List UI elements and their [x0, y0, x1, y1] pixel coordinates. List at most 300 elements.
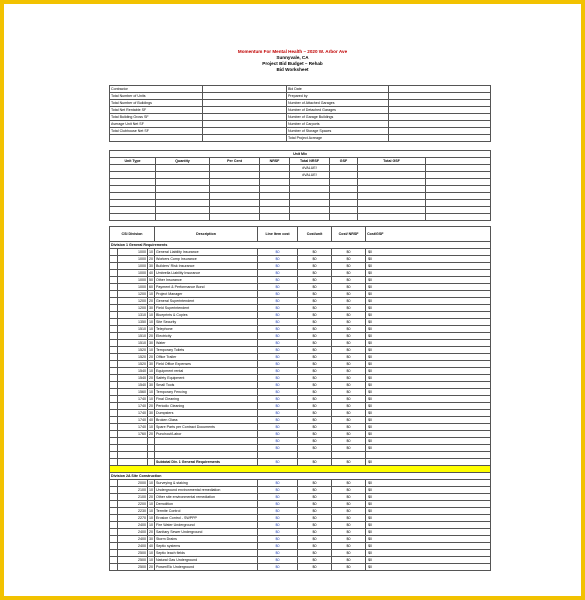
line-item-cost-value: $0 [258, 396, 298, 403]
unit-mix-table [109, 150, 491, 221]
cost-gsf-value: $0 [366, 410, 491, 417]
line-item-cost-value: $0 [258, 284, 298, 291]
line-item-description: Spare Parts per Contract Documents [155, 424, 258, 431]
line-item-cost-value: $0 [258, 340, 298, 347]
cost-unit-value: $0 [298, 543, 332, 550]
line-item-row [110, 256, 491, 263]
cost-gsf-value: $0 [366, 501, 491, 508]
col-nrsf: NRSF [260, 158, 290, 165]
cost-gsf-value: $0 [366, 291, 491, 298]
info-row [110, 128, 491, 135]
blank-row [110, 445, 491, 452]
blank-cell [258, 452, 298, 459]
csi-sub: 20 [149, 299, 154, 303]
unit-mix-cell [330, 214, 358, 221]
info-right-label: Number of Garage Buildings [287, 114, 389, 121]
line-item-row [110, 368, 491, 375]
cost-gsf-value: $0 [366, 361, 491, 368]
csi-sub: 10 [149, 327, 154, 331]
separator-bar [110, 466, 491, 473]
unit-mix-cell [426, 179, 491, 186]
info-left-label: Total Net Rentable SF [110, 107, 203, 114]
cost-nrsf-value: $0 [332, 403, 366, 410]
csi-code: 2230 [118, 508, 148, 515]
blank-cell [118, 445, 148, 452]
line-item-row [110, 564, 491, 571]
cost-nrsf-value: $0 [332, 480, 366, 487]
info-right-value [389, 128, 491, 135]
line-item-cost-value: $0 [258, 424, 298, 431]
csi-sub: 30 [149, 264, 154, 268]
csi-code: 1200 [118, 291, 148, 298]
cost-nrsf-value: $0 [332, 396, 366, 403]
cost-nrsf-value: $0 [332, 312, 366, 319]
csi-code: 1760 [118, 431, 148, 438]
line-item-description: Dumpsters [155, 410, 258, 417]
line-item-row [110, 277, 491, 284]
unit-mix-cell [260, 193, 290, 200]
line-item-description: Water [155, 340, 258, 347]
unit-mix-cell [426, 186, 491, 193]
unit-mix-cell [110, 165, 156, 172]
cost-unit-value: $0 [298, 340, 332, 347]
cost-nrsf-value: $0 [332, 340, 366, 347]
project-info-table [109, 85, 491, 142]
row-spacer [110, 417, 118, 424]
csi-code: 2200 [118, 501, 148, 508]
worksheet-title: Bid Worksheet [276, 67, 309, 72]
info-right-label: Number of Detached Garages [287, 107, 389, 114]
cost-gsf-value: $0 [366, 431, 491, 438]
csi-sub: 10 [149, 390, 154, 394]
unit-mix-cell [290, 200, 330, 207]
line-item-description: Surveying & staking [155, 480, 258, 487]
unit-mix-cell [290, 179, 330, 186]
csi-sub: 10 [149, 250, 154, 254]
csi-sub: 10 [149, 516, 154, 520]
csi-code: 1510 [118, 326, 148, 333]
total-nrsf-value: #VALUE! [290, 165, 330, 172]
col-cost-gsf: Cost/GSF [366, 227, 491, 242]
row-spacer [110, 522, 118, 529]
line-item-description: Site Security [155, 319, 258, 326]
unit-mix-cell [358, 172, 426, 179]
blank-cell [118, 438, 148, 445]
unit-mix-row [110, 179, 491, 186]
unit-mix-cell [426, 200, 491, 207]
csi-sub: 30 [149, 341, 154, 345]
unit-mix-row [110, 207, 491, 214]
blank-row [110, 452, 491, 459]
cost-unit-value: $0 [298, 494, 332, 501]
cost-gsf-value: $0 [366, 417, 491, 424]
col-total-gsf: Total GSF [358, 158, 426, 165]
cost-gsf-value: $0 [366, 263, 491, 270]
cost-unit-value: $0 [298, 270, 332, 277]
line-item-description: Natural Gas Underground [155, 557, 258, 564]
cost-gsf-value: $0 [366, 564, 491, 571]
line-item-cost-value: $0 [258, 494, 298, 501]
cost-nrsf-value: $0 [332, 326, 366, 333]
line-item-description: Project Manager [155, 291, 258, 298]
line-item-description: Office Trailer [155, 354, 258, 361]
subtotal-row [110, 459, 491, 466]
cost-unit-value: $0 [298, 305, 332, 312]
info-left-value [203, 100, 287, 107]
unit-mix-row [110, 165, 491, 172]
line-item-description: Equipment rental [155, 368, 258, 375]
cost-nrsf-value: $0 [332, 354, 366, 361]
line-item-description: Demolition [155, 501, 258, 508]
row-spacer [110, 291, 118, 298]
cost-unit-value: $0 [298, 417, 332, 424]
line-item-row [110, 333, 491, 340]
csi-sub: 60 [149, 285, 154, 289]
blank-cell [366, 452, 491, 459]
cost-nrsf-value: $0 [332, 431, 366, 438]
cost-nrsf-value: $0 [332, 305, 366, 312]
line-item-description: Temporary Fencing [155, 389, 258, 396]
line-item-cost-value: $0 [258, 564, 298, 571]
csi-sub: 20 [149, 376, 154, 380]
csi-sub: 10 [149, 369, 154, 373]
line-item-description: Fire Water Underground [155, 522, 258, 529]
csi-sub: 10 [149, 425, 154, 429]
info-row [110, 121, 491, 128]
cost-unit-value: $0 [298, 508, 332, 515]
line-item-cost-value: $0 [258, 403, 298, 410]
unit-mix-cell [210, 165, 260, 172]
cost-unit-value: $0 [298, 277, 332, 284]
cost-gsf-value: $0 [366, 270, 491, 277]
line-item-description: Electricity [155, 333, 258, 340]
row-spacer [110, 389, 118, 396]
row-spacer [110, 543, 118, 550]
row-spacer [110, 326, 118, 333]
csi-sub: 20 [149, 257, 154, 261]
unit-mix-cell [358, 186, 426, 193]
cost-nrsf-value: $0 [332, 529, 366, 536]
unit-mix-title: Unit Mix [110, 151, 491, 158]
row-spacer [110, 403, 118, 410]
cost-nrsf-value: $0 [332, 291, 366, 298]
info-right-value [389, 121, 491, 128]
info-right-value [389, 93, 491, 100]
cost-gsf-value: $0 [366, 459, 491, 466]
info-left-value [203, 128, 287, 135]
cost-unit-value: $0 [298, 480, 332, 487]
unit-mix-cell [358, 179, 426, 186]
csi-sub: 10 [149, 313, 154, 317]
cost-nrsf-value: $0 [332, 515, 366, 522]
unit-mix-cell [330, 207, 358, 214]
csi-sub: 10 [149, 502, 154, 506]
total-nrsf-value: #VALUE! [290, 172, 330, 179]
line-item-row [110, 494, 491, 501]
cost-nrsf-value: $0 [332, 284, 366, 291]
line-item-cost-value: $0 [258, 522, 298, 529]
line-item-description: Temporary Toilets [155, 347, 258, 354]
cost-gsf-value: $0 [366, 326, 491, 333]
row-spacer [110, 333, 118, 340]
csi-code: 1740 [118, 417, 148, 424]
row-spacer [110, 424, 118, 431]
unit-mix-cell [156, 193, 210, 200]
line-item-row [110, 298, 491, 305]
row-spacer [110, 256, 118, 263]
unit-mix-row [110, 200, 491, 207]
cost-nrsf-value: $0 [332, 508, 366, 515]
row-spacer [110, 508, 118, 515]
csi-code: 1740 [118, 403, 148, 410]
info-left-value [203, 114, 287, 121]
info-row [110, 86, 491, 93]
csi-sub: 20 [149, 355, 154, 359]
cost-nrsf-value: $0 [332, 438, 366, 445]
cost-unit-value: $0 [298, 445, 332, 452]
unit-mix-cell [426, 165, 491, 172]
cost-gsf-value: $0 [366, 340, 491, 347]
info-right-label: Prepared by [287, 93, 389, 100]
cost-unit-value: $0 [298, 347, 332, 354]
cost-nrsf-value: $0 [332, 249, 366, 256]
blank-cell [148, 445, 155, 452]
csi-code: 1740 [118, 396, 148, 403]
csi-code: 2100 [118, 487, 148, 494]
cost-nrsf-value: $0 [332, 417, 366, 424]
cost-nrsf-value: $0 [332, 277, 366, 284]
line-item-row [110, 508, 491, 515]
unit-mix-cell [110, 172, 156, 179]
csi-code: 1000 [118, 256, 148, 263]
line-item-description: Small Tools [155, 382, 258, 389]
cost-nrsf-value: $0 [332, 319, 366, 326]
col-description: Description [155, 227, 258, 242]
info-right-label: Bid Date [287, 86, 389, 93]
csi-code: 1000 [118, 263, 148, 270]
line-item-cost-value: $0 [258, 256, 298, 263]
unit-mix-cell [110, 207, 156, 214]
line-item-description: Safety Equipment [155, 375, 258, 382]
line-item-cost-value: $0 [258, 319, 298, 326]
cost-nrsf-value: $0 [332, 298, 366, 305]
line-item-description: General Superintendent [155, 298, 258, 305]
csi-sub: 20 [149, 334, 154, 338]
csi-sub: 20 [149, 404, 154, 408]
info-left-label: Total Building Gross SF [110, 114, 203, 121]
unit-mix-cell [110, 214, 156, 221]
unit-mix-cell [210, 214, 260, 221]
cost-gsf-value: $0 [366, 550, 491, 557]
line-item-cost-value: $0 [258, 312, 298, 319]
line-item-cost-value: $0 [258, 417, 298, 424]
row-spacer [110, 340, 118, 347]
line-item-description: Storm Drains [155, 536, 258, 543]
cost-gsf-value: $0 [366, 424, 491, 431]
line-item-row [110, 305, 491, 312]
line-item-cost-value: $0 [258, 445, 298, 452]
unit-mix-cell [260, 179, 290, 186]
csi-sub: 10 [149, 348, 154, 352]
info-row [110, 107, 491, 114]
line-item-row [110, 424, 491, 431]
line-item-description: Power/Elc Underground [155, 564, 258, 571]
csi-code: 1350 [118, 319, 148, 326]
csi-code: 1000 [118, 277, 148, 284]
unit-mix-cell [260, 200, 290, 207]
cost-nrsf-value: $0 [332, 557, 366, 564]
csi-sub: 20 [149, 565, 154, 569]
line-item-cost-value: $0 [258, 368, 298, 375]
line-item-description: Workers Comp Insurance [155, 256, 258, 263]
unit-mix-cell [260, 172, 290, 179]
line-item-row [110, 361, 491, 368]
unit-mix-cell [110, 186, 156, 193]
unit-mix-row [110, 186, 491, 193]
cost-nrsf-value: $0 [332, 536, 366, 543]
info-row [110, 100, 491, 107]
csi-code: 2400 [118, 529, 148, 536]
cost-gsf-value: $0 [366, 389, 491, 396]
csi-code: 2100 [118, 494, 148, 501]
csi-sub: 10 [149, 551, 154, 555]
line-item-description: Broken Glass [155, 417, 258, 424]
cost-gsf-value: $0 [366, 284, 491, 291]
cost-gsf-value: $0 [366, 396, 491, 403]
line-item-description: Other Insurance [155, 277, 258, 284]
line-item-cost-value: $0 [258, 480, 298, 487]
blank-cell [110, 459, 118, 466]
csi-code: 2500 [118, 550, 148, 557]
col-total-nrsf: Total NRSF [290, 158, 330, 165]
info-right-label: Number of Carports [287, 121, 389, 128]
unit-mix-cell [290, 207, 330, 214]
line-item-cost-value: $0 [258, 305, 298, 312]
line-item-description: Punchout/Labor [155, 431, 258, 438]
cost-unit-value: $0 [298, 438, 332, 445]
row-spacer [110, 277, 118, 284]
line-item-cost-value: $0 [258, 382, 298, 389]
line-item-description: Payment & Performance Bond [155, 284, 258, 291]
line-item-description: Final Cleaning [155, 396, 258, 403]
csi-code: 1540 [118, 375, 148, 382]
cost-gsf-value: $0 [366, 543, 491, 550]
unit-mix-cell [426, 193, 491, 200]
info-right-label: Number of Attached Garages [287, 100, 389, 107]
cost-gsf-value: $0 [366, 438, 491, 445]
csi-code: 2400 [118, 522, 148, 529]
unit-mix-cell [330, 179, 358, 186]
cost-nrsf-value: $0 [332, 445, 366, 452]
csi-code: 2270 [118, 515, 148, 522]
cost-unit-value: $0 [298, 522, 332, 529]
line-item-row [110, 396, 491, 403]
row-spacer [110, 312, 118, 319]
cost-gsf-value: $0 [366, 522, 491, 529]
csi-code: 1200 [118, 298, 148, 305]
csi-sub: 10 [149, 397, 154, 401]
line-item-cost-value: $0 [258, 249, 298, 256]
line-item-cost-value: $0 [258, 298, 298, 305]
cost-unit-value: $0 [298, 375, 332, 382]
cost-nrsf-value: $0 [332, 501, 366, 508]
blank-cell [298, 452, 332, 459]
unit-mix-cell [156, 207, 210, 214]
line-item-description: Septic systems [155, 543, 258, 550]
line-item-cost-value: $0 [258, 508, 298, 515]
line-item-description: Telephone [155, 326, 258, 333]
line-item-row [110, 536, 491, 543]
row-spacer [110, 529, 118, 536]
col-unit-type: Unit Type [110, 158, 156, 165]
blank-cell [110, 452, 118, 459]
cost-nrsf-value: $0 [332, 522, 366, 529]
cost-unit-value: $0 [298, 382, 332, 389]
line-item-description: Field Office Expenses [155, 361, 258, 368]
cost-gsf-value: $0 [366, 319, 491, 326]
worksheet-page [4, 4, 581, 596]
row-spacer [110, 501, 118, 508]
line-item-cost-value: $0 [258, 557, 298, 564]
line-item-row [110, 522, 491, 529]
cost-gsf-value: $0 [366, 403, 491, 410]
col-gsf: GSF [330, 158, 358, 165]
csi-sub: 10 [149, 523, 154, 527]
info-left-label: Contractor [110, 86, 203, 93]
line-item-row [110, 375, 491, 382]
cost-nrsf-value: $0 [332, 382, 366, 389]
info-right-value [389, 100, 491, 107]
blank-row [110, 438, 491, 445]
unit-mix-cell [210, 207, 260, 214]
row-spacer [110, 557, 118, 564]
division-1-title-label: Division 1 General Requirements [110, 242, 491, 249]
info-left-label [110, 135, 203, 142]
cost-unit-value: $0 [298, 529, 332, 536]
line-item-row [110, 347, 491, 354]
row-spacer [110, 375, 118, 382]
line-item-cost-value: $0 [258, 410, 298, 417]
csi-sub: 10 [149, 481, 154, 485]
csi-sub: 10 [149, 488, 154, 492]
cost-nrsf-value: $0 [332, 368, 366, 375]
cost-unit-value: $0 [298, 431, 332, 438]
cost-gsf-value: $0 [366, 494, 491, 501]
unit-mix-cell [260, 207, 290, 214]
unit-mix-cell [260, 186, 290, 193]
line-item-row [110, 410, 491, 417]
csi-sub: 30 [149, 383, 154, 387]
csi-sub: 10 [149, 558, 154, 562]
csi-sub: 30 [149, 362, 154, 366]
csi-code: 1000 [118, 270, 148, 277]
line-item-row [110, 557, 491, 564]
csi-code: 1200 [118, 305, 148, 312]
line-item-row [110, 312, 491, 319]
division-1-title [110, 242, 491, 249]
line-item-cost-value: $0 [258, 487, 298, 494]
line-item-row [110, 354, 491, 361]
unit-mix-cell [358, 207, 426, 214]
line-item-cost-value: $0 [258, 459, 298, 466]
csi-code: 1540 [118, 368, 148, 375]
cost-gsf-value: $0 [366, 256, 491, 263]
csi-sub: 50 [149, 278, 154, 282]
cost-unit-value: $0 [298, 312, 332, 319]
cost-gsf-value: $0 [366, 312, 491, 319]
cost-nrsf-value: $0 [332, 361, 366, 368]
row-spacer [110, 298, 118, 305]
